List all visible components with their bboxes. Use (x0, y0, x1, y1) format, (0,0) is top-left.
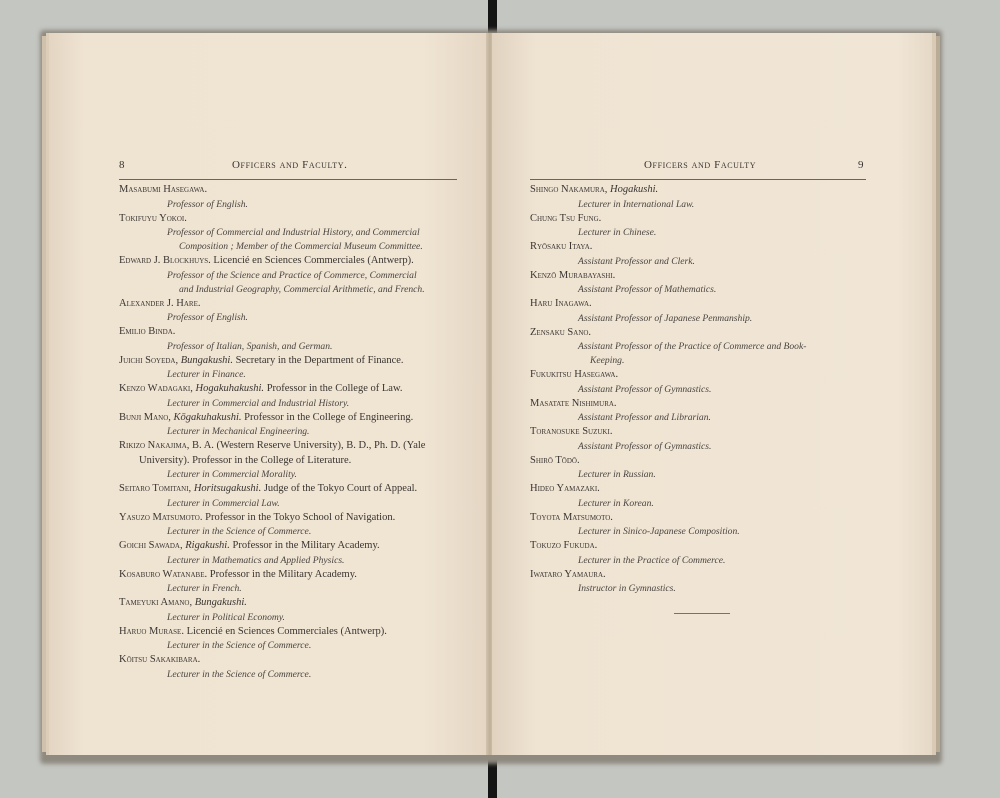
faculty-entry (530, 454, 868, 483)
faculty-degree: Kōgakuhakushi. (173, 411, 242, 423)
faculty-affiliation: Secretary in the Department of Finance. (235, 354, 404, 366)
faculty-role: Professor of Commercial and Industrial History, and Commercial (167, 227, 420, 238)
right-entry-list (530, 183, 868, 596)
faculty-role: Lecturer in Finance. (167, 369, 246, 380)
faculty-entry (119, 212, 457, 255)
faculty-entry (119, 354, 457, 383)
faculty-entry (119, 511, 457, 540)
faculty-entry (119, 183, 457, 212)
entry-heading-line (119, 411, 457, 426)
faculty-entry (119, 539, 457, 568)
faculty-role: Lecturer in Commercial and Industrial History. (167, 397, 350, 409)
faculty-affiliation: Professor in the College of Law. (266, 383, 403, 394)
faculty-name: Fukukitsu Hasegawa. (530, 369, 619, 380)
entry-heading-line (530, 269, 868, 284)
entry-heading-line (530, 511, 868, 526)
faculty-name: Alexander J. Hare. (119, 297, 201, 309)
faculty-entry (530, 183, 868, 212)
faculty-name: Tameyuki Amano, (119, 597, 193, 608)
faculty-entry (530, 326, 868, 369)
entry-heading-line (119, 183, 457, 198)
faculty-role: Assistant Professor and Librarian. (578, 412, 711, 423)
entry-heading-line (530, 368, 868, 383)
faculty-entry (530, 212, 868, 241)
left-running-head: Officers and Faculty. (232, 159, 348, 171)
entry-heading-line (119, 482, 457, 497)
faculty-name: Hideo Yamazaki. (530, 483, 600, 494)
faculty-name: Iwataro Yamaura. (530, 568, 606, 580)
faculty-degree: Horitsugakushi. (193, 483, 262, 494)
faculty-role: Assistant Professor of the Practice of Commerce and Book- (578, 341, 807, 352)
entry-heading-line (530, 183, 868, 198)
faculty-name: Yasuzo Matsumoto. (119, 511, 203, 523)
faculty-degree: Hogakushi. (610, 184, 659, 195)
faculty-name: Masatate Nishimura. (530, 397, 617, 409)
right-header-rule (530, 179, 866, 180)
entry-heading-line (119, 568, 457, 583)
faculty-entry (119, 254, 457, 297)
right-page (492, 33, 936, 755)
faculty-role: Lecturer in the Practice of Commerce. (578, 554, 726, 566)
faculty-name: Masabumi Hasegawa. (119, 184, 208, 195)
faculty-affiliation: Licencié en Sciences Commerciales (Antwerp). (186, 625, 387, 637)
entry-heading-line (119, 382, 457, 397)
faculty-name: Goichi Sawada, (119, 540, 183, 551)
entry-heading-line (119, 297, 457, 312)
faculty-entry (119, 297, 457, 326)
faculty-affiliation: Judge of the Tokyo Court of Appeal. (263, 483, 418, 494)
entry-heading-line (119, 653, 457, 668)
faculty-entry (530, 482, 868, 511)
faculty-role: Professor of English. (167, 312, 248, 323)
left-page (46, 33, 488, 755)
faculty-role: Lecturer in Commercial Morality. (167, 469, 297, 480)
entry-heading-line (119, 325, 457, 340)
entry-heading-line (530, 482, 868, 497)
faculty-entry (530, 539, 868, 568)
faculty-entry (530, 511, 868, 540)
faculty-role: Lecturer in the Science of Commerce. (167, 526, 312, 537)
faculty-role: Assistant Professor of Gymnastics. (578, 440, 712, 452)
faculty-role: Instructor in Gymnastics. (578, 583, 676, 594)
faculty-affiliation: Professor in the Military Academy. (209, 568, 357, 580)
faculty-name: Zensaku Sano. (530, 326, 592, 338)
faculty-affiliation: Professor in the College of Engineering. (244, 411, 414, 423)
faculty-entry (119, 382, 457, 411)
faculty-affiliation-continued: University). Professor in the College of Literature. (139, 454, 352, 466)
faculty-name: Rikizo Nakajima, (119, 440, 190, 451)
faculty-entry (119, 482, 457, 511)
faculty-role: Professor of the Science and Practice of Commerce, Commercial (167, 269, 417, 281)
faculty-role: Lecturer in the Science of Commerce. (167, 668, 312, 680)
faculty-role: Lecturer in Russian. (578, 469, 656, 480)
entry-heading-line (530, 425, 868, 440)
faculty-name: Edward J. Blockhuys. (119, 255, 211, 266)
faculty-name: Tokifuyu Yokoi. (119, 212, 187, 224)
entry-heading-line (530, 539, 868, 554)
faculty-role: Lecturer in Mechanical Engineering. (167, 426, 310, 437)
faculty-entry (530, 397, 868, 426)
faculty-role: Keeping. (590, 355, 625, 366)
faculty-name: Kenzō Murabayashi. (530, 269, 616, 281)
entry-heading-line (119, 212, 457, 227)
faculty-name: Juichi Soyeda, (119, 354, 179, 366)
bookmark-ribbon-top (488, 0, 497, 34)
end-separator-rule (674, 613, 730, 614)
faculty-role: Lecturer in Political Economy. (167, 611, 285, 623)
faculty-name: Kosaburo Watanabe. (119, 568, 208, 580)
faculty-role: Composition ; Member of the Commercial Museum Committee. (179, 241, 423, 252)
entry-heading-line (530, 568, 868, 583)
faculty-role: Lecturer in French. (167, 583, 242, 594)
faculty-name: Shingo Nakamura, (530, 184, 608, 195)
faculty-role: Assistant Professor of Gymnastics. (578, 383, 712, 395)
faculty-affiliation: Professor in the Military Academy. (232, 540, 380, 551)
faculty-role: Lecturer in International Law. (578, 198, 695, 210)
faculty-name: Haruo Murase. (119, 625, 184, 637)
faculty-name: Haru Inagawa. (530, 298, 592, 309)
faculty-role: Lecturer in Korean. (578, 497, 654, 509)
faculty-role: Assistant Professor and Clerk. (578, 255, 695, 267)
faculty-degree: Hogakuhakushi. (195, 383, 265, 394)
faculty-role: Professor of English. (167, 198, 248, 210)
faculty-role: Lecturer in Mathematics and Applied Physics. (167, 554, 345, 566)
faculty-role: Lecturer in Commercial Law. (167, 497, 280, 509)
entry-heading-line (530, 397, 868, 412)
faculty-role: Lecturer in Sinico-Japanese Composition. (578, 526, 740, 537)
faculty-entry (119, 596, 457, 625)
entry-heading-line (119, 596, 457, 611)
faculty-entry (119, 625, 457, 654)
faculty-entry (530, 240, 868, 269)
faculty-name: Chung Tsu Fung. (530, 212, 602, 224)
left-page-number: 8 (119, 159, 126, 171)
faculty-name: Shirō Tōdō. (530, 454, 580, 466)
faculty-entry (530, 368, 868, 397)
right-running-header (530, 160, 870, 180)
faculty-role: Lecturer in Chinese. (578, 227, 657, 238)
entry-heading-line (530, 297, 868, 312)
faculty-role: and Industrial Geography, Commercial Arithmetic, and French. (179, 283, 425, 295)
faculty-name: Kenzo Wadagaki, (119, 383, 193, 394)
faculty-entry (119, 653, 457, 682)
faculty-role: Lecturer in the Science of Commerce. (167, 640, 312, 651)
entry-heading-line (119, 439, 457, 454)
faculty-affiliation: Professor in the Tokyo School of Navigation. (205, 511, 396, 523)
faculty-entry (119, 411, 457, 440)
faculty-entry (530, 568, 868, 597)
left-running-header (119, 160, 459, 180)
faculty-name: Toyota Matsumoto. (530, 511, 613, 523)
entry-heading-line (530, 454, 868, 469)
right-running-head: Officers and Faculty (644, 159, 757, 171)
left-header-rule (119, 179, 457, 180)
faculty-entry (119, 439, 457, 482)
faculty-name: Bunji Mano, (119, 411, 171, 423)
entry-heading-line (119, 511, 457, 526)
faculty-entry (530, 297, 868, 326)
faculty-role: Assistant Professor of Mathematics. (578, 284, 717, 295)
entry-heading-line (119, 625, 457, 640)
faculty-degree: Bungakushi. (194, 597, 247, 608)
faculty-name: Toranosuke Suzuki. (530, 426, 613, 437)
faculty-affiliation: Licencié en Sciences Commerciales (Antwerp). (213, 255, 414, 266)
right-page-number: 9 (858, 159, 865, 171)
entry-heading-line (119, 539, 457, 554)
faculty-name: Tokuzo Fukuda. (530, 540, 598, 551)
entry-heading-line (119, 254, 457, 269)
faculty-degree: Rigakushi. (185, 540, 230, 551)
left-entry-list (119, 183, 457, 682)
faculty-name: Ryōsaku Itaya. (530, 241, 593, 252)
faculty-entry (530, 269, 868, 298)
faculty-name: Kōitsu Sakakibara. (119, 654, 201, 665)
faculty-name: Seitaro Tomitani, (119, 483, 192, 494)
faculty-entry (530, 425, 868, 454)
entry-heading-line (530, 212, 868, 227)
faculty-entry (119, 568, 457, 597)
entry-heading-line (119, 354, 457, 369)
faculty-entry (119, 325, 457, 354)
faculty-degree: Bungakushi. (180, 354, 233, 366)
entry-heading-line (530, 240, 868, 255)
faculty-name: Emilio Binda. (119, 326, 176, 337)
entry-heading-line (530, 326, 868, 341)
faculty-role: Professor of Italian, Spanish, and German. (167, 340, 333, 352)
faculty-role: Assistant Professor of Japanese Penmanship. (578, 312, 753, 324)
faculty-affiliation: B. A. (Western Reserve University), B. D., Ph. D. (Yale (192, 440, 426, 451)
